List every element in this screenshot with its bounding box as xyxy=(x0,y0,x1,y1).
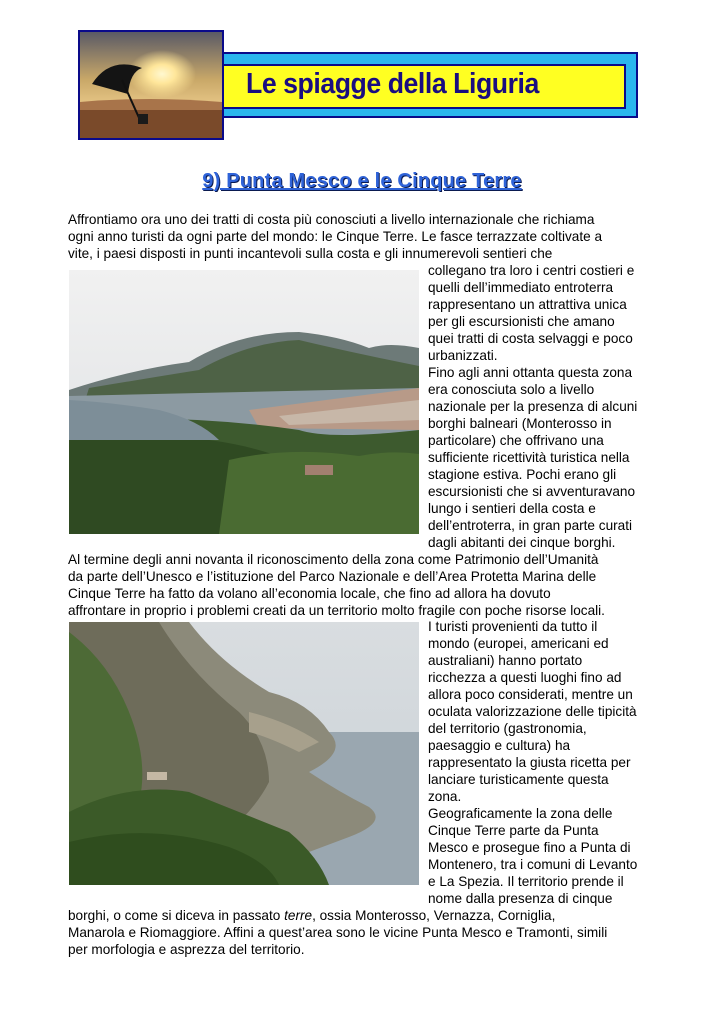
paragraph-line: zona. xyxy=(428,789,462,804)
paragraph-line: lanciare turisticamente questa xyxy=(428,772,609,787)
section-title: 9) Punta Mesco e le Cinque Terre xyxy=(202,170,522,192)
italic-word: terre xyxy=(284,908,313,923)
paragraph-line: ricchezza a questi luoghi fino ad xyxy=(428,670,622,685)
paragraph-line: e La Spezia. Il territorio prende il xyxy=(428,874,624,889)
paragraph-line: Affrontiamo ora uno dei tratti di costa più conosciuti a livello internazionale che richiama xyxy=(68,212,595,227)
paragraph-line: paesaggio e cultura) ha xyxy=(428,738,571,753)
paragraph-line: ogni anno turisti da ogni parte del mondo: le Cinque Terre. Le fasce terrazzate coltivate a xyxy=(68,229,602,244)
paragraph-line: rappresentano un attrattiva unica xyxy=(428,297,627,312)
paragraph-line: Manarola e Riomaggiore. Affini a quest’area sono le vicine Punta Mesco e Tramonti, simili xyxy=(68,925,608,940)
paragraph-line xyxy=(68,907,555,924)
paragraph-line: nome dalla presenza di cinque xyxy=(428,891,613,906)
paragraph-line: lungo i sentieri della costa e xyxy=(428,501,596,516)
paragraph-line: Fino agli anni ottanta questa zona xyxy=(428,365,633,380)
photo-cinque-terre-cliffs xyxy=(69,622,419,885)
paragraph-line: allora poco considerati, mentre un xyxy=(428,687,633,702)
paragraph-line: per gli escursionisti che amano xyxy=(428,314,615,329)
paragraph-line: era conosciuta solo a livello xyxy=(428,382,595,397)
paragraph-line: Cinque Terre ha fatto da volano all’economia locale, che fino ad allora ha dovuto xyxy=(68,586,551,601)
paragraph-line: borghi balneari (Monterosso in xyxy=(428,416,612,431)
paragraph-line: escursionisti che si avventuravano xyxy=(428,484,636,499)
paragraph-line: da parte dell’Unesco e l’istituzione del Parco Nazionale e dell’Area Protetta Marina delle xyxy=(68,569,597,584)
text-run: , ossia Monterosso, Vernazza, Corniglia, xyxy=(312,908,556,923)
page-title: Le spiagge della Liguria xyxy=(246,68,539,100)
bay-landscape-image xyxy=(69,270,419,534)
umbrella-sunset-image xyxy=(80,32,222,138)
paragraph-line: Cinque Terre parte da Punta xyxy=(428,823,599,838)
paragraph-line: Mesco e prosegue fino a Punta di xyxy=(428,840,631,855)
paragraph-line: stagione estiva. Pochi erano gli xyxy=(428,467,617,482)
paragraph-line: oculata valorizzazione delle tipicità xyxy=(428,704,637,719)
paragraph-line: australiani) hanno portato xyxy=(428,653,583,668)
text-run: borghi, o come si diceva in passato xyxy=(68,908,285,923)
paragraph-line: Geograficamente la zona delle xyxy=(428,806,613,821)
paragraph-line: nazionale per la presenza di alcuni xyxy=(428,399,638,414)
paragraph-line: dagli abitanti dei cinque borghi. xyxy=(428,535,616,550)
paragraph-line: del territorio (gastronomia, xyxy=(428,721,587,736)
paragraph-line: quei tratti di costa selvaggi e poco xyxy=(428,331,633,346)
paragraph-line: particolare) che offrivano una xyxy=(428,433,604,448)
paragraph-line: sufficiente ricettività turistica nella xyxy=(428,450,630,465)
paragraph-line: rappresentato la giusta ricetta per xyxy=(428,755,631,770)
paragraph-line: vite, i paesi disposti in punti incantevoli sulla costa e gli innumerevoli sentieri che xyxy=(68,246,553,261)
paragraph-line: urbanizzati. xyxy=(428,348,498,363)
paragraph-line: collegano tra loro i centri costieri e xyxy=(428,263,635,278)
paragraph-line: affrontare in proprio i problemi creati da un territorio molto fragile con poche risorse locali. xyxy=(68,603,605,618)
paragraph-line: per morfologia e asprezza del territorio. xyxy=(68,942,305,957)
cliffs-image xyxy=(69,622,419,885)
paragraph-line: mondo (europei, americani ed xyxy=(428,636,609,651)
photo-levanto-bay xyxy=(69,270,419,534)
paragraph-line: dell’entroterra, in gran parte curati xyxy=(428,518,633,533)
header-photo-umbrella xyxy=(78,30,224,140)
paragraph-line: I turisti provenienti da tutto il xyxy=(428,619,598,634)
paragraph-line: Montenero, tra i comuni di Levanto xyxy=(428,857,638,872)
paragraph-line: Al termine degli anni novanta il riconoscimento della zona come Patrimonio dell’Umanità xyxy=(68,552,599,567)
paragraph-line: quelli dell’immediato entroterra xyxy=(428,280,614,295)
